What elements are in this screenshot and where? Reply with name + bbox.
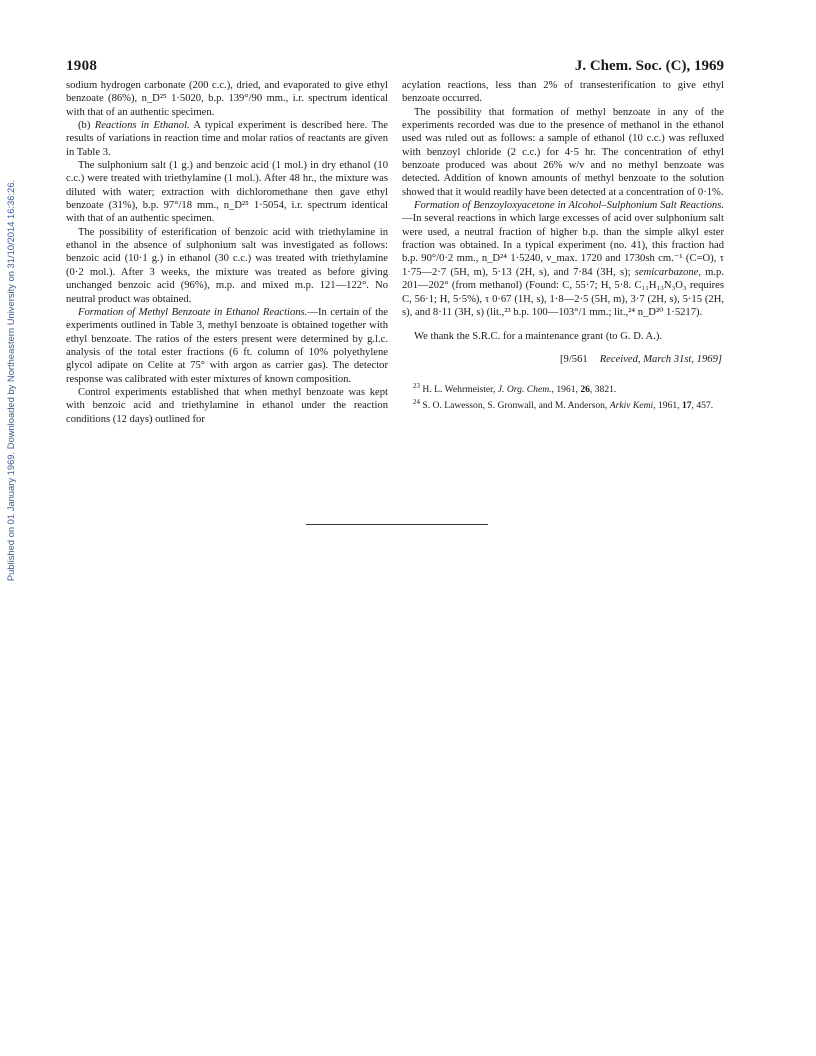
text: J. Org. Chem. (497, 384, 552, 396)
section-title: Formation of Methyl Benzoate in Ethanol Reactions. (78, 306, 308, 318)
text: , 1961, (653, 400, 682, 412)
text: , 1961, (551, 384, 581, 396)
paragraph: The sulphonium salt (1 g.) and benzoic acid (1 mol.) in dry ethanol (10 c.c.) were treated with triethylamine (1 mol.). After 48 hr., the mixture was diluted with water; extraction with dichloromethane then gave ethyl benzoate (31%), b.p. 97°/18 mm., n_D²⁵ 1·5054, i.r. spectrum identical with that of an authentic specimen. (66, 160, 388, 225)
paragraph (66, 306, 388, 386)
text: 23 (413, 381, 420, 390)
paragraph: The possibility that formation of methyl benzoate in any of the experiments recorded was due to the presence of methanol in the ethanol used was ruled out as follows: a sample of ethanol (10 c.c.) was refluxed with benzoyl chloride (2 c.c.) for 4·5 hr. The concentration of ethyl benzoate produced was about 26% w/v and no methyl benzoate was detected. Addition of known amounts of methyl benzoate to the solution showed that it would readily have been detected at a concentration of 0·1%. (402, 106, 724, 198)
paragraph: sodium hydrogen carbonate (200 c.c.), dried, and evaporated to give ethyl benzoate (86%), n_D²⁵ 1·5020, b.p. 139°/90 mm., i.r. spectrum identical with that of an authentic specimen. (66, 80, 388, 118)
journal-title: J. Chem. Soc. (C), 1969 (574, 58, 724, 74)
received-line (402, 353, 724, 366)
text: (b) (78, 120, 95, 132)
text: Arkiv Kemi (609, 400, 654, 412)
paragraph (66, 119, 388, 159)
text: —In several reactions in which large excesses of acid over sulphonium salt were used, a neutral fraction of higher b.p. than the simple alkyl ester fraction was obtained. In a typical experiment (no. 41), this fraction had b.p. 90°/0·2 mm., n_D²⁴ 1·5240, ν_max. 1720 and 1730sh cm.⁻¹ (C=O), τ 1·75—2·7 (5H, m), 5·13 (2H, s), and 7·84 (3H, s); (402, 213, 724, 278)
download-watermark-text: Published on 01 January 1969. Downloaded by Northeastern University on 31/10/2014 16:36:26. (5, 179, 17, 581)
right-column (402, 79, 724, 413)
paragraph: The possibility of esterification of benzoic acid with triethylamine in ethanol in the absence of sulphonium salt was investigated as follows: benzoic acid (10·1 g.) in ethanol (30 c.c.) was treated with triethylamine (0·2 mol.). After 3 weeks, the mixture was treated as before giving unchanged benzoic acid (96%), m.p. and mixed m.p. 121—122°. No neutral product was obtained. (66, 226, 388, 305)
download-watermark (2, 70, 20, 690)
text: 17 (681, 400, 692, 412)
text: 26 (580, 384, 590, 396)
section-title: Formation of Benzoyloxyacetone in Alcohol–Sulphonium Salt Reactions. (414, 200, 724, 212)
text: m.p. 201—202° (from methanol) (Found: C, 55·7; H, 5·8. C₁₁H₁₃N₃O₃ requires C, 56·1; H, 5·5%), τ 0·67 (1H, s), 1·8—2·5 (5H, m), 3·7 (2H, s), 5·15 (2H, s), and 8·11 (3H, s) (lit.,²³ b.p. 100—103°/1 mm.; lit.,²⁴ n_D²⁰ 1·5217). (402, 266, 724, 318)
text: S. O. Lawesson, S. Gronwall, and M. Anderson, (420, 400, 610, 412)
paragraph (402, 199, 724, 319)
end-rule (306, 524, 488, 525)
text: H. L. Wehrmeister, (420, 384, 498, 396)
page-number: 1908 (66, 58, 98, 74)
received-date: Received, March 31st, 1969] (599, 353, 722, 365)
text: —In certain of the experiments outlined in Table 3, methyl benzoate is obtained together with ethyl benzoate. The ratios of the esters present were determined by g.l.c. analysis of the total ester fractions (6 ft. column of 10% polyethylene glycol adipate on Celite at 75° with argon as carrier gas). The detector response was calibrated with ester mixtures of known composition. (66, 306, 389, 385)
reference-24 (402, 396, 724, 412)
paragraph: Control experiments established that when methyl benzoate was kept with benzoic acid and triethylamine in ethanol under the reaction conditions (12 days) outlined for (66, 386, 388, 425)
text: , 457. (691, 400, 714, 412)
paragraph: acylation reactions, less than 2% of transesterification to give ethyl benzoate occurred. (402, 80, 724, 105)
references (402, 380, 724, 413)
acknowledgement: We thank the S.R.C. for a maintenance grant (to G. D. A.). (414, 331, 663, 343)
reference-23 (402, 380, 724, 396)
text: 24 (413, 398, 420, 407)
text: A typical experiment is described here. The results of variations in reaction time and molar ratios of reactants are given in Table 3. (66, 120, 388, 158)
left-column (66, 79, 388, 426)
text: , 3821. (589, 384, 617, 396)
manuscript-id: [9/561 (560, 353, 588, 365)
section-title: Reactions in Ethanol. (94, 120, 190, 132)
text: semicarbazone, (634, 266, 701, 278)
